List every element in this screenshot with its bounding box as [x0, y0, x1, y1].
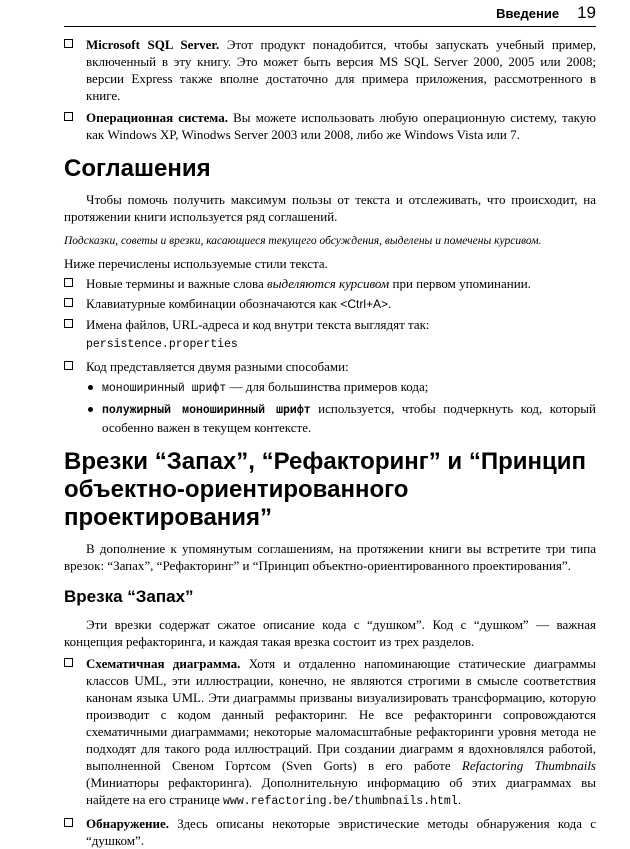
- checkbox-bullet-icon: [64, 39, 73, 48]
- item-text: Имена файлов, URL-адреса и код внутри текста выглядят так:: [86, 317, 430, 332]
- item-text: (Миниатюры рефакторинга). Дополнительную информацию об этих диаграммах вы найдете на его странице: [86, 775, 596, 807]
- checkbox-bullet-icon: [64, 112, 73, 121]
- checkbox-bullet-icon: [64, 658, 73, 667]
- bullet-dot-icon: [88, 385, 93, 390]
- page-number: 19: [577, 3, 596, 22]
- list-item: [64, 815, 596, 849]
- running-head-title: Введение: [496, 6, 560, 21]
- list-item: [64, 295, 596, 313]
- tip-note: Подсказки, советы и врезки, касающиеся текущего обсуждения, выделены и помечены курсивом.: [64, 235, 542, 247]
- section-heading-sidebars: [64, 448, 596, 532]
- item-text: .: [457, 792, 461, 807]
- key-combo: <Ctrl+A>: [340, 297, 389, 311]
- checkbox-bullet-icon: [64, 278, 73, 287]
- item-text: Этот продукт понадобится, чтобы запускать учебный пример, включенный в эту книгу. Это может быть версия MS SQL Server 2000, 2005 или 2008; версии Express также вполне достаточно для примера приложения, рассмотренного в книге.: [86, 37, 596, 103]
- item-text: Клавиатурные комбинации обозначаются как: [86, 296, 341, 311]
- mono-sample: моноширинный шрифт: [102, 382, 227, 395]
- item-term: Операционная система.: [86, 110, 228, 125]
- checkbox-bullet-icon: [64, 298, 73, 307]
- bold-mono-sample: полужирный моноширинный шрифт: [102, 404, 311, 417]
- smell-intro: Эти врезки содержат сжатое описание кода с “душком”. Код с “душком” — важная концепция рефакторинга, и каждая такая врезка состоит из трех разделов.: [64, 617, 596, 649]
- sub-list-item: [64, 378, 596, 397]
- list-item: [64, 358, 596, 375]
- url-link: www.refactoring.be/thumbnails.html: [223, 795, 458, 808]
- list-item: [64, 275, 596, 292]
- checkbox-bullet-icon: [64, 361, 73, 370]
- subsection-heading-smell: Врезка “Запах”: [64, 587, 194, 606]
- item-text: Новые термины и важные слова: [86, 276, 268, 291]
- item-term: Microsoft SQL Server.: [86, 37, 220, 52]
- conventions-intro: Чтобы помочь получить максимум пользы от текста и отслеживать, что происходит, на протяжении книги используется ряд соглашений.: [64, 192, 596, 224]
- item-text: при первом упоминании.: [389, 276, 531, 291]
- code-sample: persistence.properties: [86, 338, 238, 351]
- sub-list-item: [64, 400, 596, 436]
- item-text: Здесь описаны некоторые эвристические методы обнаружения кода с “душком”.: [86, 816, 596, 848]
- item-text: Хотя и отдаленно напоминающие статические диаграммы классов UML, эти иллюстрации, конечно, не являются строгими в смысле соответствия канонам языка UML. Эти диаграммы призваны визуализировать трансформацию, которую производит с кодом данный рефакторинг. Не все рефакторинги сопровождаются схематичными диаграммами; некоторые маломасштабные рефакторинги уровня метода не подходят для такого рода иллюстраций. При создании диаграмм я вдохновлялся работой, выполненной Свеном Гортсом (Sven Gorts) в его работе: [86, 656, 596, 773]
- item-text: используется, чтобы подчеркнуть код, который особенно важен в текущем контексте.: [102, 401, 596, 435]
- heading-line: Врезки “Запах”, “Рефакторинг” и “Принцип: [64, 448, 586, 475]
- item-term: Схематичная диаграмма.: [86, 656, 241, 671]
- list-item: [64, 36, 596, 104]
- item-text: Код представляется двумя разными способами:: [86, 359, 349, 374]
- item-text: — для большинства примеров кода;: [226, 379, 429, 394]
- sidebars-intro: В дополнение к упомянутым соглашениям, на протяжении книги вы встретите три типа врезок: “Запах”, “Рефакторинг” и “Принцип объектно-ориентированного проектирования”.: [64, 541, 596, 573]
- section-heading-conventions: Соглашения: [64, 155, 211, 182]
- item-text: .: [388, 296, 392, 311]
- running-head: [64, 0, 596, 27]
- italic-term: выделяются курсивом: [267, 276, 390, 291]
- checkbox-bullet-icon: [64, 319, 73, 328]
- item-term: Обнаружение.: [86, 816, 170, 831]
- list-item: [64, 316, 596, 333]
- list-item: [64, 655, 596, 810]
- checkbox-bullet-icon: [64, 818, 73, 827]
- styles-intro: Ниже перечислены используемые стили текста.: [64, 256, 328, 271]
- heading-line: объектно-ориентированного проектирования”: [64, 476, 409, 531]
- item-text: Вы можете использовать любую операционную систему, такую как Windows XP, Winodws Server 2003 или 2008, либо же Windows Vista или 7.: [86, 110, 596, 142]
- list-item: [64, 109, 596, 143]
- italic-title: Refactoring Thumbnails: [461, 758, 596, 773]
- bullet-dot-icon: [88, 407, 93, 412]
